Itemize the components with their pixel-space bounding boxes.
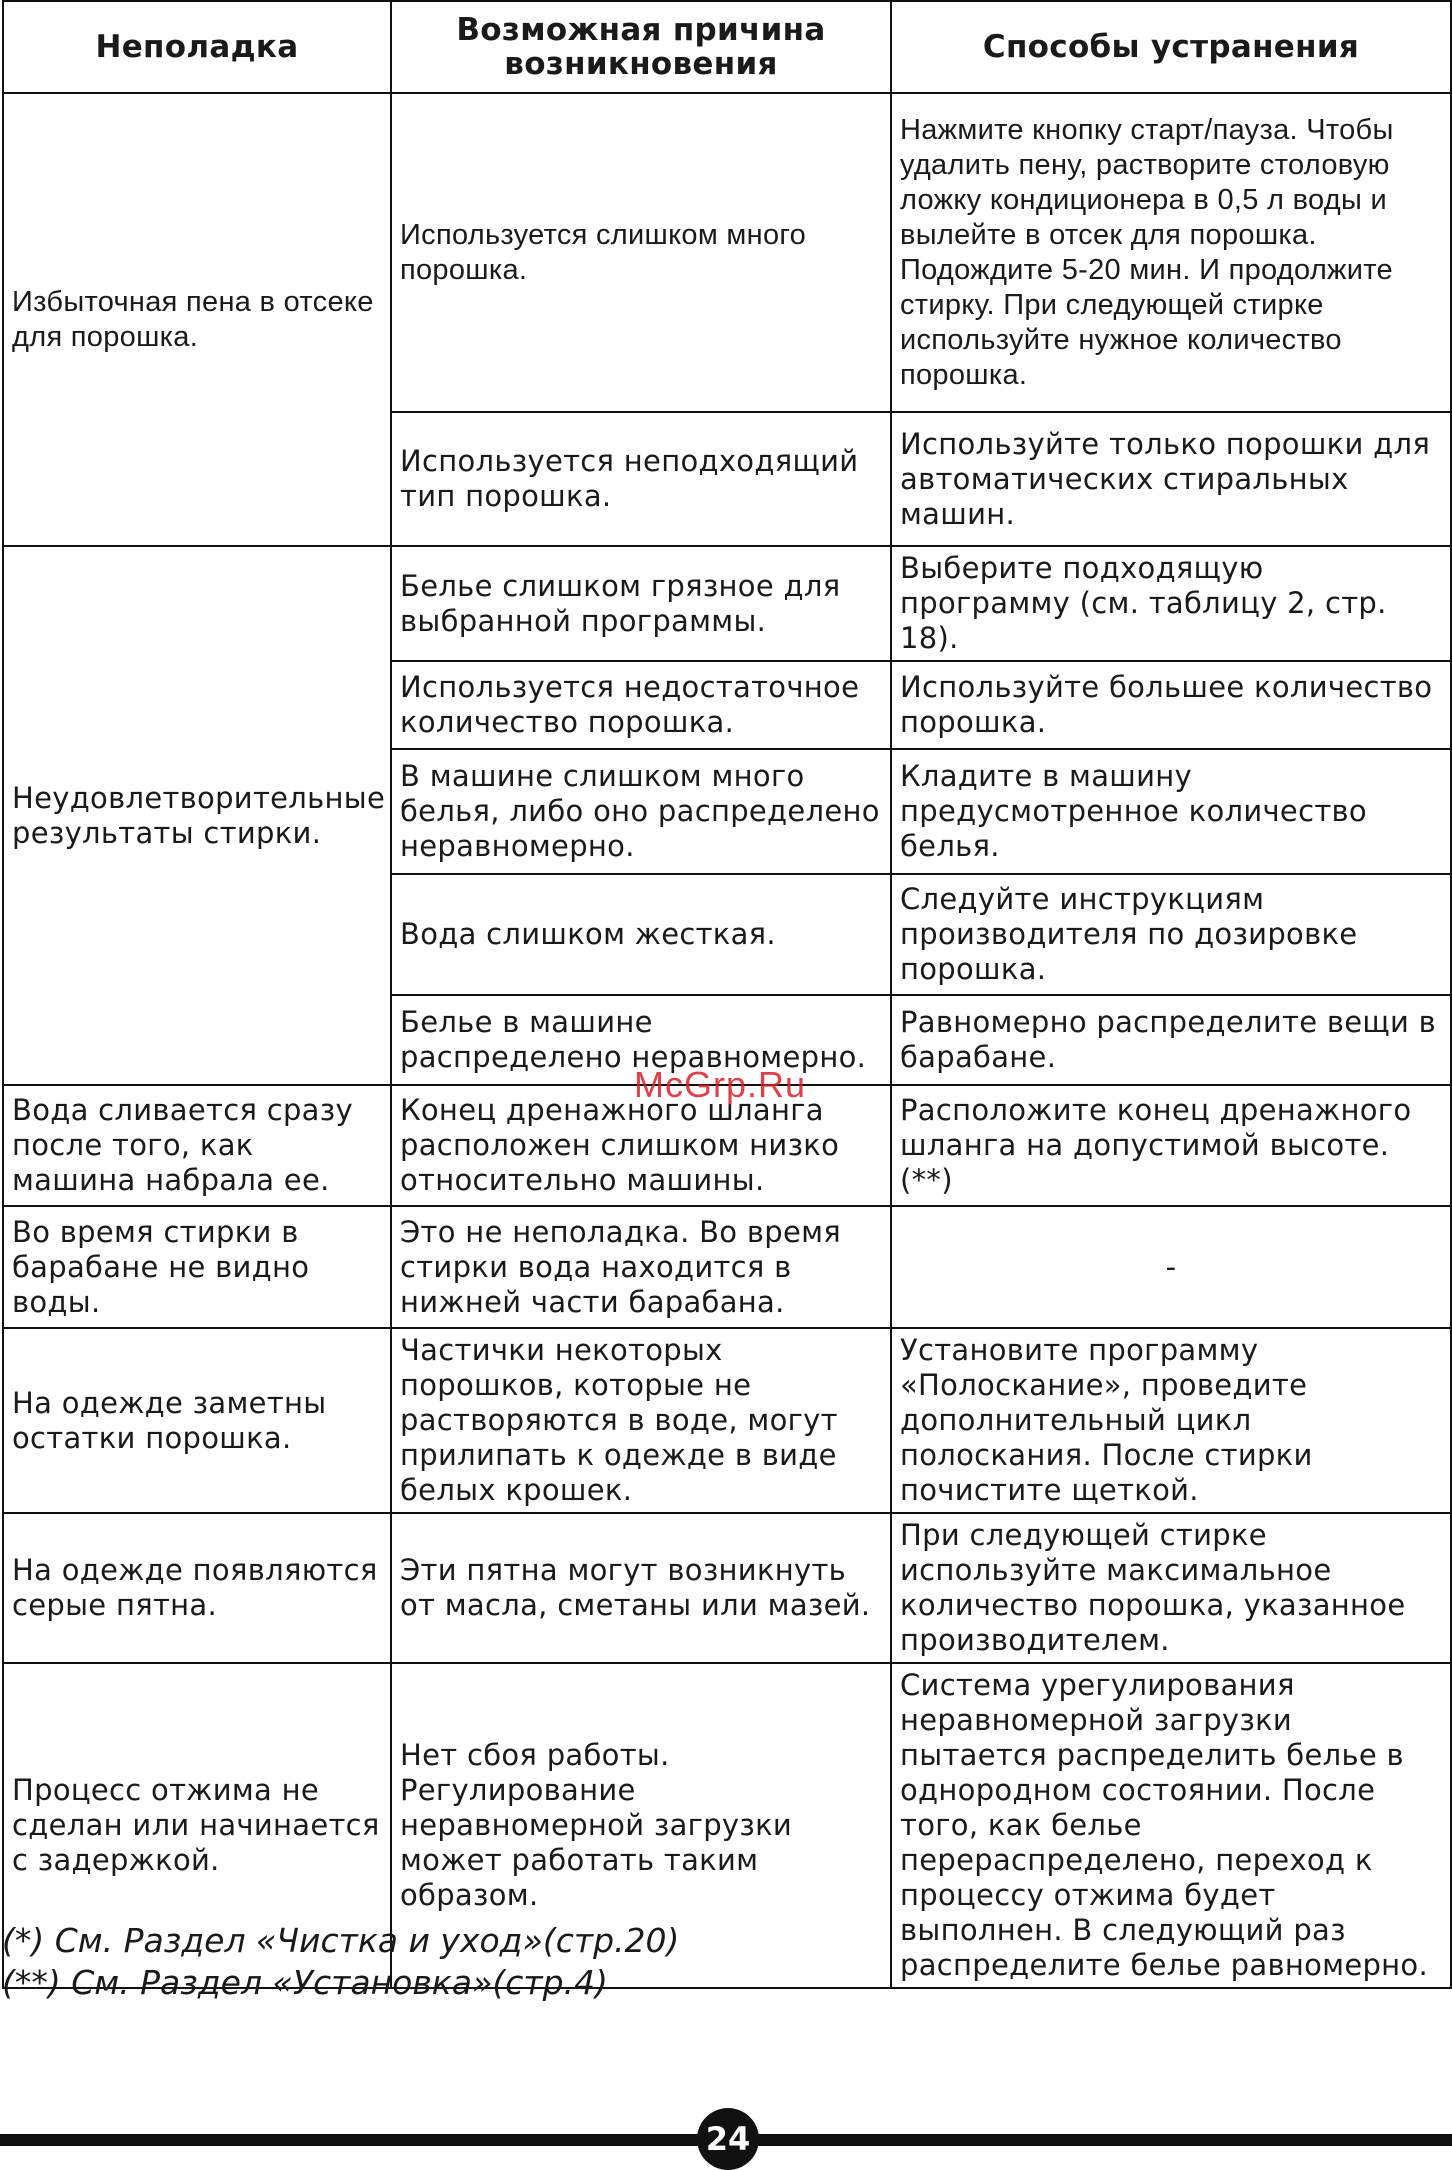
page-number: 24 (697, 2108, 759, 2170)
cause-cell: Вода слишком жесткая. (391, 874, 891, 995)
problem-cell: Во время стирки в барабане не видно воды. (3, 1206, 391, 1328)
cause-cell: Используется неподходящий тип порошка. (391, 412, 891, 546)
solution-cell: Следуйте инструкциям производителя по дозировке порошка. (891, 874, 1451, 995)
watermark: McGrp.Ru (634, 1064, 807, 1105)
solution-cell: Используйте большее количество порошка. (891, 661, 1451, 749)
header-solution: Способы устранения (891, 1, 1451, 93)
cause-cell: Используется недостаточное количество порошка. (391, 661, 891, 749)
cause-cell: Нет сбоя работы. Регулирование неравномерной загрузки может работать таким образом. (391, 1663, 891, 1988)
solution-cell: Установите программу «Полоскание», проведите дополнительный цикл полоскания. После стирки почистите щеткой. (891, 1328, 1451, 1513)
solution-cell: Кладите в машину предусмотренное количество белья. (891, 749, 1451, 874)
cause-cell: Конец дренажного шланга расположен слишком низко относительно машины. (391, 1085, 891, 1206)
solution-cell: Равномерно распределите вещи в барабане. (891, 995, 1451, 1085)
problem-cell: На одежде заметны остатки порошка. (3, 1328, 391, 1513)
header-cause: Возможная причина возникновения (391, 1, 891, 93)
cause-cell: Эти пятна могут возникнуть от масла, сметаны или мазей. (391, 1513, 891, 1663)
problem-cell: На одежде появляются серые пятна. (3, 1513, 391, 1663)
troubleshooting-table (2, 0, 1452, 1989)
problem-cell: Вода сливается сразу после того, как машина набрала ее. (3, 1085, 391, 1206)
solution-cell: - (891, 1206, 1451, 1328)
cause-cell: Белье в машине распределено неравномерно. (391, 995, 891, 1085)
cause-cell: В машине слишком много белья, либо оно распределено неравномерно. (391, 749, 891, 874)
solution-cell: Нажмите кнопку старт/пауза. Чтобы удалить пену, растворите столовую ложку кондиционера в 0,5 л воды и вылейте в отсек для порошка. Подождите 5-20 мин. И продолжите стирку. При следующей стирке используйте нужное количество порошка. (891, 93, 1451, 412)
footnote: (*) См. Раздел «Чистка и уход»(стр.20) (2, 1921, 680, 1960)
cause-cell: Это не неполадка. Во время стирки вода находится в нижней части барабана. (391, 1206, 891, 1328)
solution-cell: Используйте только порошки для автоматических стиральных машин. (891, 412, 1451, 546)
cause-cell: Белье слишком грязное для выбранной программы. (391, 546, 891, 661)
problem-cell: Процесс отжима не сделан или начинается с задержкой. (3, 1663, 391, 1988)
solution-cell: При следующей стирке используйте максимальное количество порошка, указанное производителем. (891, 1513, 1451, 1663)
solution-cell: Система урегулирования неравномерной загрузки пытается распределить белье в однородном состоянии. После того, как белье перераспределено, переход к процессу отжима будет выполнен. В следующий раз распределите белье равномерно. (891, 1663, 1451, 1988)
problem-cell: Избыточная пена в отсеке для порошка. (3, 93, 391, 546)
solution-cell: Расположите конец дренажного шланга на допустимой высоте. (**) (891, 1085, 1451, 1206)
solution-cell: Выберите подходящую программу (см. таблицу 2, стр. 18). (891, 546, 1451, 661)
header-problem: Неполадка (3, 1, 391, 93)
cause-cell: Используется слишком много порошка. (391, 93, 891, 412)
cause-cell: Частички некоторых порошков, которые не растворяются в воде, могут прилипать к одежде в виде белых крошек. (391, 1328, 891, 1513)
problem-cell: Неудовлетворительные результаты стирки. (3, 546, 391, 1085)
footnote: (**) См. Раздел «Установка»(стр.4) (2, 1963, 608, 2002)
footnotes (2, 1920, 679, 2004)
